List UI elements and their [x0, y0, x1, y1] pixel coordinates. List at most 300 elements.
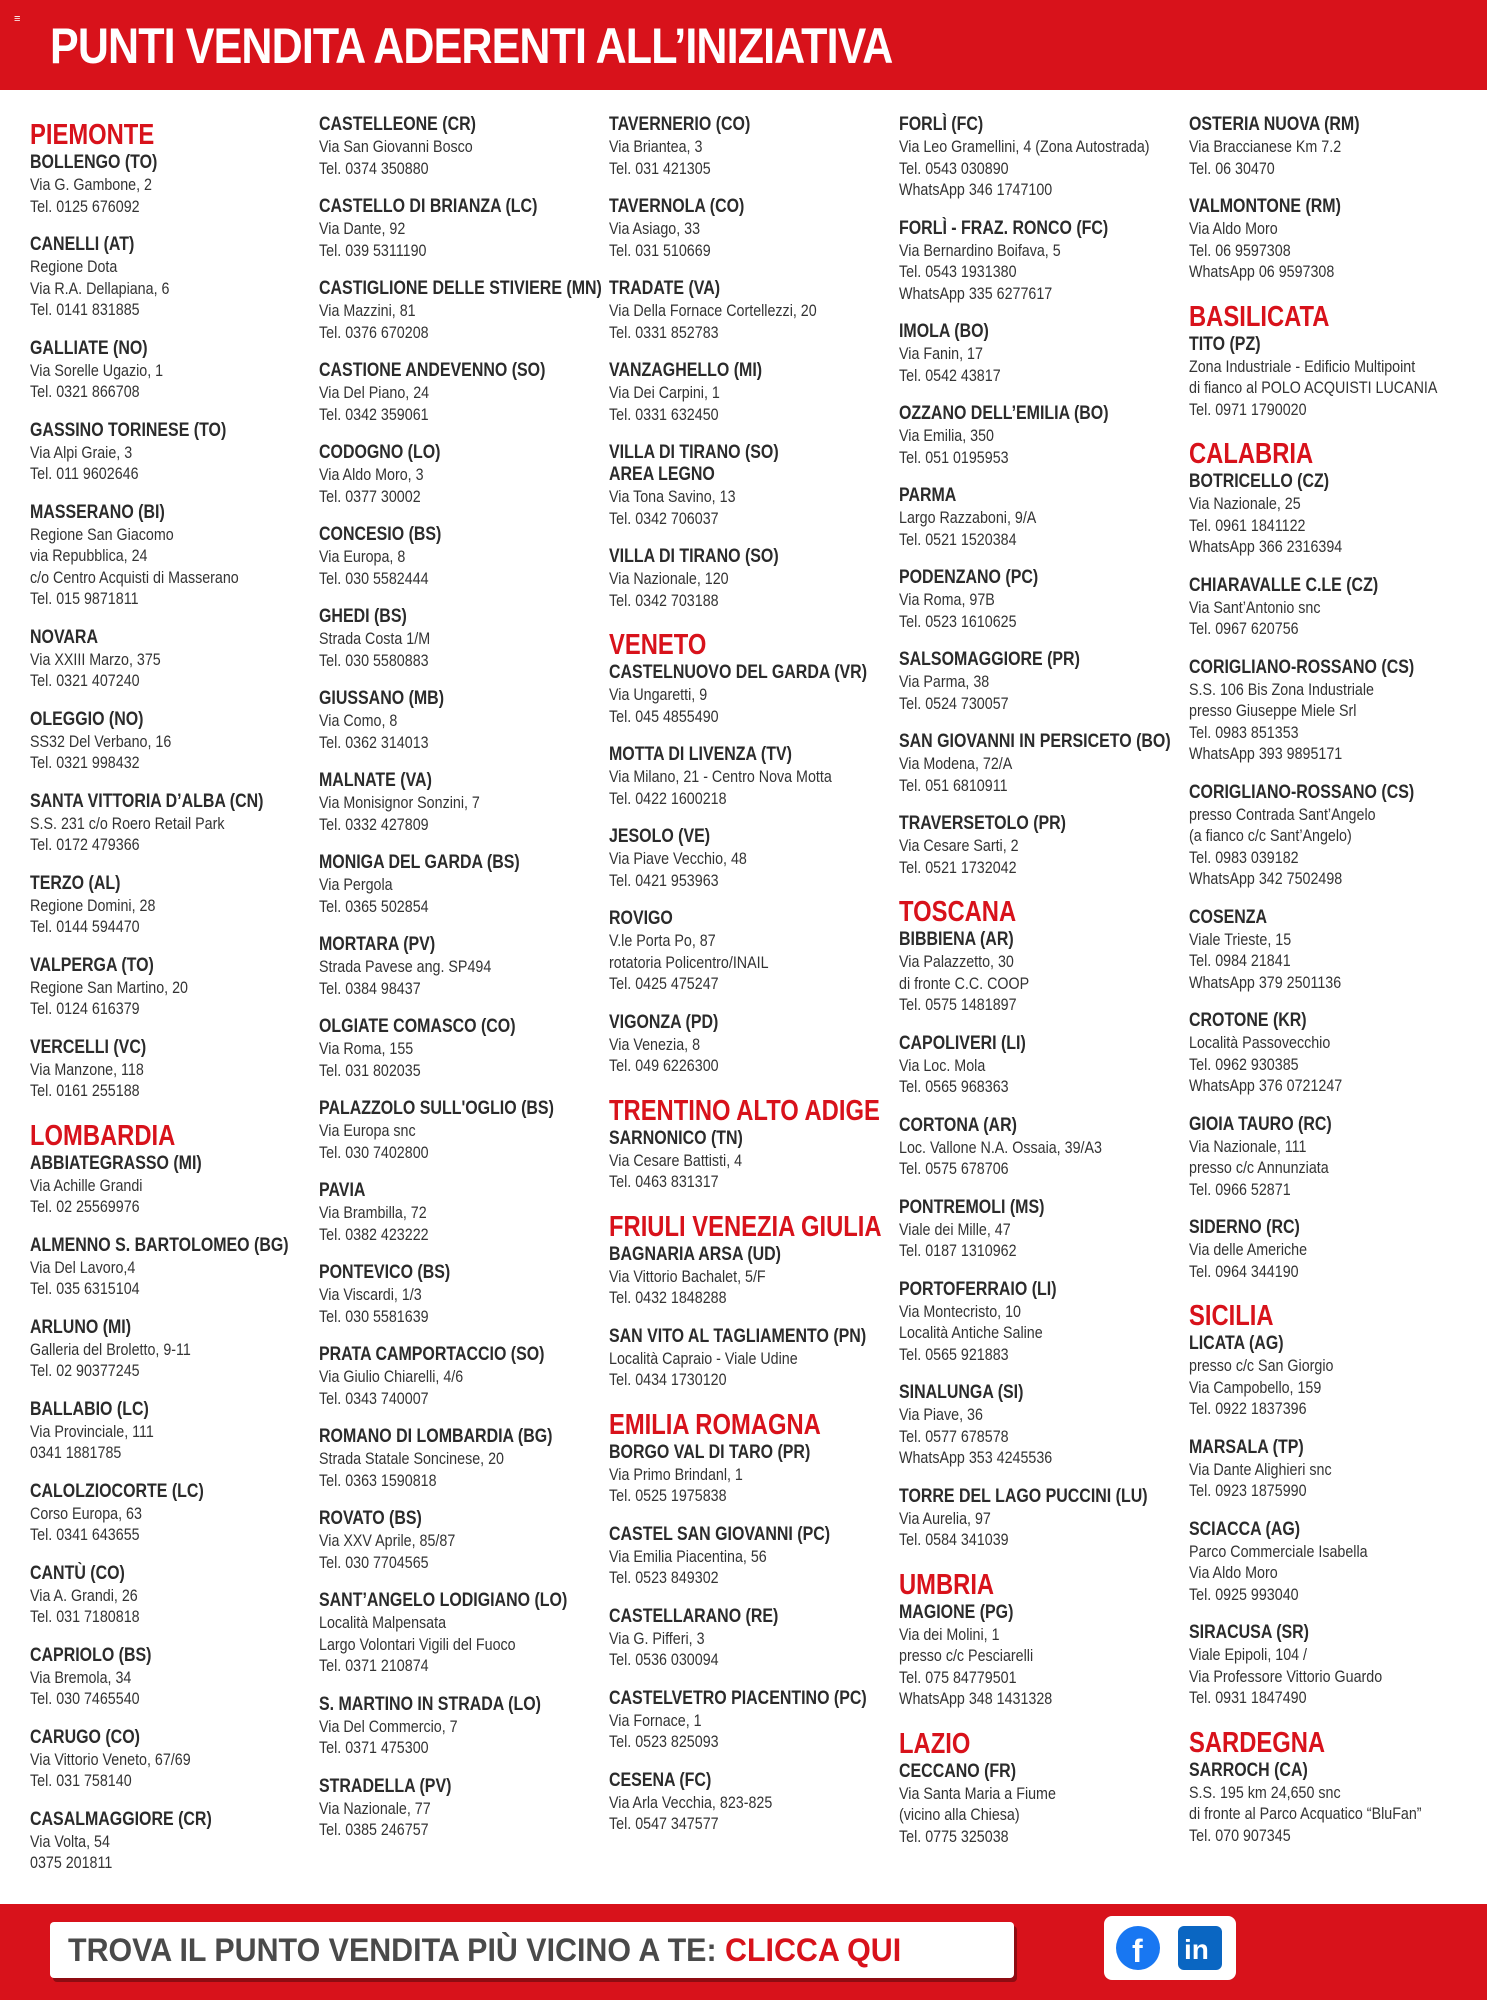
store-address: Via Cesare Battisti, 4 [609, 1150, 743, 1170]
store-address: Via R.A. Dellapiana, 6 [30, 278, 170, 298]
store-name: OZZANO DELL’EMILIA (BO) [899, 403, 1109, 424]
region-heading: TRENTINO ALTO ADIGE [609, 1094, 880, 1127]
store-column-1 [30, 114, 312, 1891]
store-entry [30, 1645, 312, 1710]
store-name: SANTA VITTORIA D’ALBA (CN) [30, 790, 264, 812]
store-name: CASTELLARANO (RE) [609, 1605, 779, 1627]
store-name: PODENZANO (PC) [899, 567, 1039, 588]
store-phone: Tel. 030 5580883 [319, 650, 429, 670]
store-entry [899, 321, 1181, 386]
store-name: STRADELLA (PV) [319, 1775, 452, 1797]
store-phone: Tel. 0343 740007 [319, 1388, 429, 1408]
store-phone: Tel. 0523 825093 [609, 1732, 719, 1751]
store-address: Corso Europa, 63 [30, 1503, 142, 1523]
store-name: ARLUNO (MI) [30, 1316, 132, 1338]
store-entry [899, 1602, 1181, 1710]
store-entry [1189, 1760, 1471, 1847]
store-name: VANZAGHELLO (MI) [609, 360, 763, 381]
store-address: Via Montecristo, 10 [899, 1301, 1021, 1321]
store-name: VERCELLI (VC) [30, 1036, 147, 1058]
store-address: Via Europa snc [319, 1121, 416, 1140]
store-phone: Tel. 0543 030890 [899, 158, 1009, 178]
store-entry [899, 731, 1181, 796]
store-name: BIBBIENA (AR) [899, 929, 1014, 950]
store-address: c/o Centro Acquisti di Masserano [30, 567, 239, 587]
store-address: Via Pergola [319, 875, 393, 894]
store-column-3 [609, 114, 891, 1852]
store-column-4 [899, 114, 1181, 1864]
store-name: CASTELLEONE (CR) [319, 114, 476, 135]
store-phone: Tel. 0371 210874 [319, 1656, 429, 1675]
store-phone: WhatsApp 346 1747100 [899, 180, 1053, 199]
store-name: CORTONA (AR) [899, 1114, 1017, 1136]
store-address: Via Dei Carpini, 1 [609, 383, 720, 402]
store-name: TERZO (AL) [30, 872, 121, 894]
store-name: MORTARA (PV) [319, 934, 436, 955]
store-name: VALPERGA (TO) [30, 954, 154, 976]
store-name: PORTOFERRAIO (LI) [899, 1278, 1057, 1300]
store-address: Via Fornace, 1 [609, 1710, 702, 1730]
store-entry [899, 1033, 1181, 1098]
store-address: Via Volta, 54 [30, 1831, 110, 1851]
store-entry [609, 1606, 891, 1671]
store-address: Via Briantea, 3 [609, 137, 703, 156]
store-phone: Tel. 0172 479366 [30, 835, 140, 854]
store-name: MARSALA (TP) [1189, 1436, 1304, 1458]
store-address: Via Alpi Graie, 3 [30, 442, 133, 462]
store-name: SALSOMAGGIORE (PR) [899, 649, 1080, 670]
store-phone: Tel. 0523 1610625 [899, 611, 1017, 631]
store-address: S.S. 106 Bis Zona Industriale [1189, 679, 1374, 699]
store-address: rotatoria Policentro/INAIL [609, 952, 769, 972]
region-heading: LOMBARDIA [30, 1119, 176, 1152]
store-entry [1189, 907, 1471, 994]
store-phone: Tel. 0161 255188 [30, 1081, 140, 1100]
store-address: Località Antiche Saline [899, 1323, 1043, 1342]
store-address: presso c/c Annunziata [1189, 1158, 1329, 1177]
store-address: Galleria del Broletto, 9-11 [30, 1339, 191, 1359]
store-address: Loc. Vallone N.A. Ossaia, 39/A3 [899, 1137, 1102, 1157]
store-address: Largo Volontari Vigili del Fuoco [319, 1634, 516, 1654]
store-name: OSTERIA NUOVA (RM) [1189, 114, 1360, 135]
store-address: Strada Statale Soncinese, 20 [319, 1449, 504, 1468]
store-entry [899, 114, 1181, 201]
store-entry [899, 567, 1181, 632]
store-address: Via Palazzetto, 30 [899, 952, 1014, 971]
store-phone: Tel. 0565 968363 [899, 1077, 1009, 1096]
store-name: IMOLA (BO) [899, 321, 989, 342]
store-name: CASALMAGGIORE (CR) [30, 1808, 212, 1830]
store-name: FORLÌ (FC) [899, 114, 984, 135]
store-phone: Tel. 0961 1841122 [1189, 515, 1306, 535]
store-phone: Tel. 0342 359061 [319, 404, 429, 424]
store-address: Via Cesare Sarti, 2 [899, 836, 1019, 855]
store-entry [1189, 1519, 1471, 1606]
store-entry [319, 278, 601, 343]
store-entry [30, 420, 312, 485]
store-entry [1189, 1010, 1471, 1097]
store-name: FORLÌ - FRAZ. RONCO (FC) [899, 217, 1109, 239]
store-phone: Tel. 030 5582444 [319, 568, 429, 588]
store-name: TITO (PZ) [1189, 333, 1261, 355]
store-phone: Tel. 0321 866708 [30, 382, 140, 401]
store-phone: Tel. 0983 039182 [1189, 847, 1299, 867]
store-address: di fianco al POLO ACQUISTI LUCANIA [1189, 378, 1438, 397]
store-address: Via Brambilla, 72 [319, 1203, 427, 1222]
click-here-link[interactable]: CLICCA QUI [725, 1932, 902, 1968]
store-entry [1189, 334, 1471, 421]
store-phone: Tel. 0385 246757 [319, 1820, 429, 1839]
store-name: GALLIATE (NO) [30, 337, 148, 359]
store-phone: WhatsApp 376 0721247 [1189, 1076, 1343, 1095]
store-name: CASTEL SAN GIOVANNI (PC) [609, 1523, 831, 1545]
store-phone: Tel. 031 421305 [609, 158, 711, 178]
store-entry [319, 1590, 601, 1677]
store-name: CROTONE (KR) [1189, 1010, 1307, 1031]
store-entry [899, 1761, 1181, 1848]
store-entry [319, 524, 601, 589]
store-phone: Tel. 0321 407240 [30, 671, 140, 690]
store-address: presso Contrada Sant’Angelo [1189, 804, 1376, 824]
store-entry [319, 1180, 601, 1245]
store-entry [319, 1694, 601, 1759]
store-entry [30, 1153, 312, 1218]
store-address: Via delle Americhe [1189, 1240, 1308, 1259]
region-heading: UMBRIA [899, 1568, 995, 1601]
store-phone: Tel. 0521 1732042 [899, 857, 1017, 877]
store-entry [1189, 575, 1471, 640]
store-address: Largo Razzaboni, 9/A [899, 508, 1037, 527]
store-entry [899, 1486, 1181, 1551]
store-address: SS32 Del Verbano, 16 [30, 731, 172, 751]
store-list [30, 114, 1470, 1874]
store-entry [609, 546, 891, 611]
store-name: SCIACCA (AG) [1189, 1518, 1301, 1540]
linkedin-icon[interactable] [1178, 1926, 1222, 1970]
store-phone: Tel. 0376 670208 [319, 322, 429, 342]
store-phone: Tel. 0382 423222 [319, 1224, 429, 1244]
store-entry [30, 1727, 312, 1792]
store-name: ALMENNO S. BARTOLOMEO (BG) [30, 1234, 289, 1256]
store-address: Via Fanin, 17 [899, 344, 983, 363]
store-phone: Tel. 0523 849302 [609, 1568, 719, 1587]
store-address: Via Parma, 38 [899, 672, 990, 691]
store-entry [609, 1442, 891, 1507]
store-address: Via Nazionale, 111 [1189, 1136, 1307, 1156]
store-address: Via Aldo Moro, 3 [319, 465, 424, 484]
store-phone: Tel. 0775 325038 [899, 1826, 1009, 1846]
store-phone: Tel. 0463 831317 [609, 1172, 719, 1191]
store-address: Via Como, 8 [319, 711, 398, 730]
store-entry [609, 114, 891, 179]
store-name: PALAZZOLO SULL'OGLIO (BS) [319, 1098, 554, 1119]
store-phone: WhatsApp 348 1431328 [899, 1689, 1053, 1708]
store-entry [1189, 114, 1471, 179]
store-phone: Tel. 0342 706037 [609, 508, 719, 528]
store-phone: Tel. 0536 030094 [609, 1650, 719, 1669]
store-name: CALOLZIOCORTE (LC) [30, 1480, 204, 1502]
store-name: ROVATO (BS) [319, 1508, 422, 1529]
store-phone: WhatsApp 366 2316394 [1189, 537, 1343, 556]
store-name: CASTELLO DI BRIANZA (LC) [319, 196, 538, 217]
store-address: Via Nazionale, 120 [609, 569, 729, 588]
store-entry [1189, 1333, 1471, 1420]
store-entry [1189, 1114, 1471, 1201]
store-entry [609, 1244, 891, 1309]
store-entry [1189, 657, 1471, 765]
store-entry [319, 1776, 601, 1841]
store-address: Via Arla Vecchia, 823-825 [609, 1792, 773, 1812]
store-entry [609, 360, 891, 425]
store-address: Via Aurelia, 97 [899, 1508, 991, 1528]
store-address: di fronte C.C. COOP [899, 973, 1030, 993]
store-address: Via Primo Brindanl, 1 [609, 1464, 743, 1484]
store-phone: Tel. 030 7704565 [319, 1552, 429, 1572]
store-name: SARROCH (CA) [1189, 1759, 1308, 1781]
store-phone: Tel. 030 5581639 [319, 1306, 429, 1326]
store-entry [1189, 196, 1471, 283]
store-name: CASTIONE ANDEVENNO (SO) [319, 360, 546, 381]
region-heading: PIEMONTE [30, 119, 155, 151]
store-phone: Tel. 0543 1931380 [899, 262, 1017, 281]
store-entry [609, 442, 891, 529]
store-phone: Tel. 0187 1310962 [899, 1241, 1017, 1260]
store-name: BAGNARIA ARSA (UD) [609, 1243, 782, 1265]
store-phone: Tel. 030 7402800 [319, 1142, 429, 1162]
store-entry [609, 278, 891, 343]
store-address: Via Roma, 155 [319, 1039, 414, 1058]
store-address: presso c/c Pesciarelli [899, 1646, 1034, 1665]
store-address: presso Giuseppe Miele Srl [1189, 701, 1357, 720]
store-address: Via dei Molini, 1 [899, 1624, 1000, 1644]
store-name: SINALUNGA (SI) [899, 1382, 1024, 1403]
store-phone: WhatsApp 06 9597308 [1189, 262, 1335, 281]
store-phone: Tel. 039 5311190 [319, 240, 427, 260]
store-phone: Tel. 0577 678578 [899, 1426, 1009, 1446]
store-name: PAVIA [319, 1180, 366, 1201]
store-entry [30, 234, 312, 321]
store-entry [319, 442, 601, 507]
store-name: COSENZA [1189, 906, 1268, 928]
store-phone: 0375 201811 [30, 1853, 113, 1872]
store-address: Strada Pavese ang. SP494 [319, 957, 492, 976]
store-name: CODOGNO (LO) [319, 442, 441, 463]
store-name: OLEGGIO (NO) [30, 708, 144, 730]
store-address: Località Malpensata [319, 1613, 447, 1632]
region-heading: CALABRIA [1189, 438, 1314, 470]
store-phone: Tel. 0565 921883 [899, 1344, 1009, 1364]
store-address: Via Emilia, 350 [899, 426, 994, 445]
store-name: TRAVERSETOLO (PR) [899, 813, 1067, 834]
store-address: Via Piave, 36 [899, 1405, 983, 1424]
store-phone: Tel. 0971 1790020 [1189, 399, 1307, 419]
store-address: Zona Industriale - Edificio Multipoint [1189, 356, 1416, 376]
store-name: CASTIGLIONE DELLE STIVIERE (MN) [319, 278, 602, 299]
store-phone: 0341 1881785 [30, 1443, 122, 1462]
store-address: (vicino alla Chiesa) [899, 1805, 1020, 1824]
store-address: Parco Commerciale Isabella [1189, 1541, 1368, 1561]
store-entry [30, 955, 312, 1020]
store-address: Via Dante, 92 [319, 219, 406, 238]
store-entry [609, 1012, 891, 1077]
store-name: CONCESIO (BS) [319, 524, 442, 545]
region-heading: EMILIA ROMAGNA [609, 1408, 821, 1441]
store-entry [899, 1115, 1181, 1180]
store-phone: Tel. 0125 676092 [30, 196, 140, 216]
store-entry [609, 826, 891, 891]
store-name: CARUGO (CO) [30, 1726, 140, 1748]
store-phone: Tel. 06 30470 [1189, 158, 1275, 178]
store-entry [30, 1037, 312, 1102]
store-entry [319, 1016, 601, 1081]
store-name: CAPRIOLO (BS) [30, 1644, 152, 1666]
menu-icon[interactable]: ≡ [14, 13, 21, 25]
store-phone: Tel. 0342 703188 [609, 590, 719, 610]
store-phone: Tel. 0332 427809 [319, 814, 429, 834]
store-entry [609, 1326, 891, 1391]
store-address: Via Vittorio Bachalet, 5/F [609, 1266, 766, 1286]
store-address: Regione San Martino, 20 [30, 977, 188, 997]
store-address: Via Venezia, 8 [609, 1034, 701, 1054]
store-address: Via Manzone, 118 [30, 1059, 144, 1079]
store-phone: Tel. 0341 643655 [30, 1525, 140, 1544]
store-address: Via Nazionale, 25 [1189, 494, 1301, 513]
store-entry [30, 152, 312, 217]
store-entry [899, 403, 1181, 468]
store-entry [319, 1262, 601, 1327]
store-address: Via Ungaretti, 9 [609, 685, 708, 704]
store-entry [319, 688, 601, 753]
store-name: ROVIGO [609, 908, 673, 929]
store-entry [1189, 1217, 1471, 1282]
store-address: Via Campobello, 159 [1189, 1377, 1322, 1397]
store-name: VILLA DI TIRANO (SO) [609, 442, 779, 463]
store-phone: WhatsApp 393 9895171 [1189, 744, 1343, 763]
store-phone: Tel. 031 510669 [609, 240, 711, 260]
store-name: GIOIA TAURO (RC) [1189, 1113, 1332, 1135]
store-entry [30, 627, 312, 692]
store-phone: Tel. 015 9871811 [30, 589, 139, 608]
store-entry [30, 1399, 312, 1464]
store-address: S.S. 231 c/o Roero Retail Park [30, 813, 225, 833]
store-phone: Tel. 0365 502854 [319, 896, 429, 916]
store-entry [899, 485, 1181, 550]
store-address: S.S. 195 km 24,650 snc [1189, 1782, 1341, 1802]
cta-label [68, 1930, 901, 1970]
store-phone: Tel. 02 90377245 [30, 1361, 140, 1380]
store-entry [319, 770, 601, 835]
store-phone: Tel. 0434 1730120 [609, 1370, 727, 1389]
store-address: Via XXIII Marzo, 375 [30, 649, 161, 669]
store-phone: WhatsApp 342 7502498 [1189, 869, 1343, 888]
store-name: VALMONTONE (RM) [1189, 196, 1341, 217]
store-name: ROMANO DI LOMBARDIA (BG) [319, 1426, 553, 1447]
store-name: PONTEVICO (BS) [319, 1262, 451, 1283]
store-entry [30, 873, 312, 938]
store-address: Via Mazzini, 81 [319, 301, 416, 320]
store-address: via Repubblica, 24 [30, 546, 148, 565]
store-entry [319, 606, 601, 671]
store-entry [30, 1317, 312, 1382]
store-entry [1189, 471, 1471, 558]
store-address: Via G. Gambone, 2 [30, 175, 152, 194]
store-name: VILLA DI TIRANO (SO) [609, 546, 779, 567]
store-entry [319, 934, 601, 999]
store-address: Viale Epipoli, 104 / [1189, 1645, 1308, 1664]
store-entry [319, 114, 601, 179]
store-phone: Tel. 031 758140 [30, 1771, 132, 1790]
store-phone: WhatsApp 353 4245536 [899, 1448, 1053, 1467]
store-name: CAPOLIVERI (LI) [899, 1032, 1026, 1054]
store-entry [609, 1688, 891, 1753]
store-name-line-2: AREA LEGNO [609, 464, 715, 485]
store-phone: Tel. 0141 831885 [30, 300, 140, 319]
store-phone: Tel. 0331 632450 [609, 404, 719, 424]
store-entry [319, 1508, 601, 1573]
store-phone: Tel. 06 9597308 [1189, 240, 1291, 260]
store-name: SIDERNO (RC) [1189, 1217, 1300, 1238]
store-name: BOTRICELLO (CZ) [1189, 471, 1330, 492]
cta-text: TROVA IL PUNTO VENDITA PIÙ VICINO A TE: [68, 1932, 717, 1968]
store-entry [319, 852, 601, 917]
store-phone: Tel. 0575 1481897 [899, 995, 1017, 1014]
store-name: LICATA (AG) [1189, 1333, 1284, 1354]
store-name: CASTELNUOVO DEL GARDA (VR) [609, 662, 868, 683]
store-address: V.le Porta Po, 87 [609, 931, 716, 950]
find-store-button[interactable] [50, 1922, 1014, 1978]
store-name: CESENA (FC) [609, 1769, 712, 1791]
store-name: PARMA [899, 485, 957, 506]
store-name: MALNATE (VA) [319, 770, 432, 791]
store-name: PRATA CAMPORTACCIO (SO) [319, 1344, 545, 1365]
store-phone: Tel. 0547 347577 [609, 1814, 719, 1833]
store-address: Via Del Piano, 24 [319, 383, 430, 402]
store-phone: Tel. 0384 98437 [319, 978, 421, 998]
store-entry [609, 1770, 891, 1835]
store-phone: Tel. 0321 998432 [30, 753, 140, 772]
store-name: SANT’ANGELO LODIGIANO (LO) [319, 1590, 568, 1611]
store-address: Via Emilia Piacentina, 56 [609, 1546, 767, 1566]
store-phone: Tel. 0983 851353 [1189, 722, 1299, 742]
store-entry [609, 908, 891, 995]
store-phone: Tel. 051 6810911 [899, 775, 1008, 795]
region-heading: TOSCANA [899, 896, 1017, 928]
store-phone: Tel. 0967 620756 [1189, 619, 1299, 638]
store-entry [30, 1235, 312, 1300]
store-address: Via San Giovanni Bosco [319, 137, 473, 156]
store-entry [30, 1481, 312, 1546]
store-entry [319, 1344, 601, 1409]
store-address: Località Passovecchio [1189, 1033, 1331, 1052]
store-phone: Tel. 0931 1847490 [1189, 1688, 1307, 1707]
store-phone: Tel. 0925 993040 [1189, 1584, 1299, 1604]
store-name: GASSINO TORINESE (TO) [30, 419, 227, 441]
store-entry [319, 360, 601, 425]
store-address: Regione San Giacomo [30, 524, 174, 544]
store-phone: Tel. 0331 852783 [609, 322, 719, 342]
facebook-icon[interactable] [1116, 1926, 1160, 1970]
store-phone: Tel. 0422 1600218 [609, 788, 727, 808]
store-name: BALLABIO (LC) [30, 1398, 149, 1420]
store-entry [30, 791, 312, 856]
store-name: SAN VITO AL TAGLIAMENTO (PN) [609, 1325, 867, 1347]
store-entry [1189, 1622, 1471, 1709]
store-name: CASTELVETRO PIACENTINO (PC) [609, 1687, 867, 1709]
store-address: Via A. Grandi, 26 [30, 1585, 138, 1605]
store-address: Via Braccianese Km 7.2 [1189, 137, 1342, 156]
store-address: Via Del Commercio, 7 [319, 1716, 458, 1736]
store-phone: Tel. 0421 953963 [609, 870, 719, 890]
